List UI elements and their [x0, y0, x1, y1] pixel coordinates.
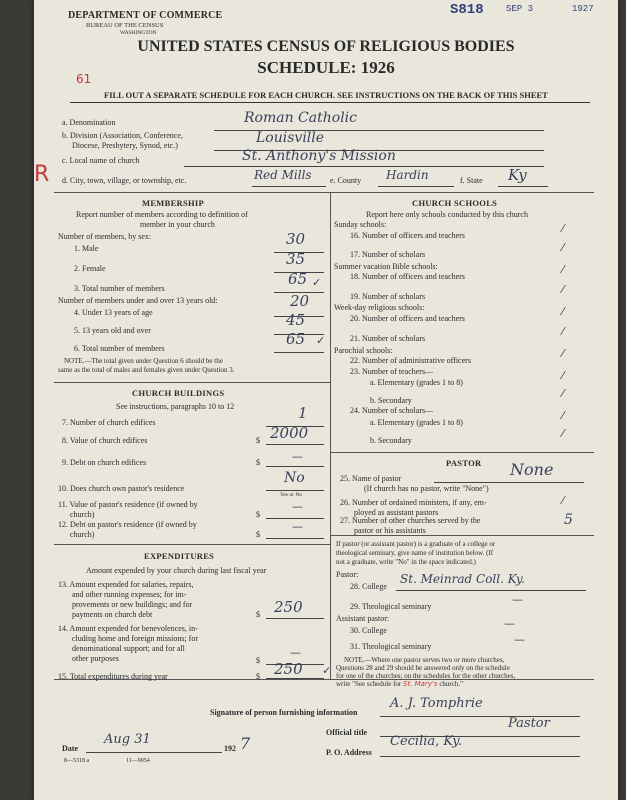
q19-label: 19. Number of scholars: [350, 292, 426, 301]
q10-line: [266, 490, 324, 491]
q12-line: [266, 538, 324, 539]
q13-label-1: 13. Amount expended for salaries, repairs,: [58, 580, 194, 589]
q15-line: [266, 678, 324, 679]
q11-dollar: $: [256, 510, 260, 519]
pastor-rule: [330, 452, 594, 453]
q16-label: 16. Number of officers and teachers: [350, 231, 465, 240]
division-label-1: b. Division (Association, Conference,: [62, 131, 183, 140]
q25-line: [434, 482, 584, 483]
q8-label: 8. Value of church edifices: [62, 436, 148, 445]
membership-note-2: same as the total of males and females given under Question 3.: [58, 366, 235, 374]
po-address-label: P. O. Address: [326, 748, 372, 757]
q12-label-1: 12. Debt on pastor's residence (if owned by: [58, 520, 197, 529]
q24a-check: ⁄: [562, 409, 564, 422]
q15-label: 15. Total expenditures during year: [58, 672, 168, 681]
date-value: Aug 31: [104, 732, 151, 747]
q25-value: None: [510, 460, 554, 479]
q5-over-value: 45: [286, 311, 306, 329]
q9-label: 9. Debt on church edifices: [62, 458, 147, 467]
stamp-number: S818: [450, 2, 484, 18]
q18-check: ⁄: [562, 263, 564, 276]
q3-total-label: 3. Total number of members: [74, 284, 165, 293]
q31-label: 31. Theological seminary: [350, 642, 432, 651]
signature-label: Signature of person furnishing information: [210, 708, 358, 717]
graduate-rule: [330, 535, 594, 536]
department-heading: DEPARTMENT OF COMMERCE: [68, 10, 223, 21]
graduate-instruction-3: not a graduate, write "No" in the space indicated.): [336, 558, 476, 566]
q27-label-1: 27. Number of other churches served by the: [340, 516, 481, 525]
q23a-check: ⁄: [562, 369, 564, 382]
q10-value: No: [284, 470, 305, 486]
graduate-instruction-2: theological seminary, give name of institution below. (If: [336, 549, 494, 557]
pastor-note-4-fill: St. Mary's: [403, 680, 438, 688]
q23a-label: a. Elementary (grades 1 to 8): [370, 378, 463, 387]
q18-label: 18. Number of officers and teachers: [350, 272, 465, 281]
q11-line: [266, 518, 324, 519]
q8-dollar: $: [256, 436, 260, 445]
q21-label: 21. Number of scholars: [350, 334, 426, 343]
pastor-note-4: [336, 680, 463, 688]
official-title-value: Pastor: [508, 716, 550, 731]
q12-dollar: $: [256, 530, 260, 539]
q13-label-3: provements or new buildings; and for: [72, 600, 193, 609]
q29-label: 29. Theological seminary: [350, 602, 432, 611]
q15-value: 250: [274, 660, 303, 678]
membership-heading: MEMBERSHIP: [142, 198, 205, 208]
q10-label: 10. Does church own pastor's residence: [58, 484, 185, 493]
q3-total-value: 65: [288, 270, 308, 288]
q9-line: [266, 466, 324, 467]
state-line: [498, 186, 548, 187]
buildings-heading: CHURCH BUILDINGS: [132, 388, 225, 398]
pastor-note-1: NOTE.—Where one pastor serves two or more churches,: [344, 656, 505, 664]
denomination-value: Roman Catholic: [244, 110, 357, 126]
form-title: UNITED STATES CENSUS OF RELIGIOUS BODIES: [137, 38, 515, 55]
q22-check: ⁄: [562, 347, 564, 360]
q31-dash-mark: —: [514, 633, 525, 646]
church-name-label: c. Local name of church: [62, 156, 140, 165]
q15-dollar: $: [256, 672, 260, 681]
q9-dollar: $: [256, 458, 260, 467]
red-letter-mark: R: [34, 162, 50, 187]
signature-value: A. J. Tomphrie: [390, 696, 483, 711]
washington-heading: WASHINGTON: [120, 30, 157, 36]
stamp-year: 1927: [572, 4, 594, 14]
q1-male-label: 1. Male: [74, 244, 99, 253]
city-line: [252, 186, 326, 187]
q24a-label: a. Elementary (grades 1 to 8): [370, 418, 463, 427]
assistant-pastor-subheading: Assistant pastor:: [336, 614, 390, 623]
q13-line: [266, 618, 324, 619]
q16-check: ⁄: [562, 222, 564, 235]
q24-label: 24. Number of scholars—: [350, 406, 434, 415]
q13-value: 250: [274, 598, 303, 616]
division-value: Louisville: [256, 130, 325, 146]
column-divider: [330, 192, 331, 679]
expenditures-rule: [54, 544, 330, 545]
q20-label: 20. Number of officers and teachers: [350, 314, 465, 323]
q6-line: [274, 352, 324, 353]
q14-label-1: 14. Amount expended for benevolences, in-: [58, 624, 198, 633]
city-value: Red Mills: [254, 168, 312, 182]
q6-check-mark: ✓: [316, 334, 326, 347]
q9-dash-mark: —: [292, 450, 303, 463]
q27-value: 5: [564, 512, 573, 528]
state-value: Ky: [508, 166, 527, 184]
q14-dash-mark: —: [290, 646, 301, 659]
q5-over-label: 5. 13 years old and over: [74, 326, 151, 335]
q23b-label: b. Secondary: [370, 396, 412, 405]
expenditures-heading: EXPENDITURES: [144, 551, 215, 561]
q23-label: 23. Number of teachers—: [350, 367, 434, 376]
buildings-rule: [54, 382, 330, 383]
q28-line: [396, 590, 586, 591]
q15-check-mark: ✓: [322, 664, 332, 677]
section-rule-top: [54, 192, 594, 193]
official-title-label: Official title: [326, 728, 368, 737]
church-name-value: St. Anthony's Mission: [242, 148, 396, 164]
q8-value: 2000: [270, 424, 309, 442]
q11-label-1: 11. Value of pastor's residence (if owned by: [58, 500, 198, 509]
expenditures-intro: Amount expended by your church during last fiscal year: [86, 566, 267, 575]
q8-line: [266, 444, 324, 445]
q26-label-1: 26. Number of ordained ministers, if any, em-: [340, 498, 487, 507]
q3-check-mark: ✓: [312, 276, 322, 289]
yes-no-caption: Yes or No: [280, 492, 303, 498]
county-label: e. County: [330, 176, 362, 185]
city-label: d. City, town, village, or township, etc.: [62, 176, 187, 185]
weekday-schools-label: Week-day religious schools:: [334, 303, 425, 312]
parochial-schools-label: Parochial schools:: [334, 346, 393, 355]
q6-total-value: 65: [286, 330, 306, 348]
q25-sub-label: (If church has no pastor, write "None"): [364, 484, 489, 493]
division-label-2: Diocese, Presbytery, Synod, etc.): [72, 141, 178, 150]
schools-heading: CHURCH SCHOOLS: [412, 198, 498, 208]
county-line: [378, 186, 454, 187]
membership-intro-2: member in your church: [140, 220, 215, 229]
q14-label-2: cluding home and foreign missions; for: [72, 634, 198, 643]
q4-under-value: 20: [290, 292, 310, 310]
q12-label-2: church): [70, 530, 95, 539]
q14-dollar: $: [256, 656, 260, 665]
census-schedule-page: [34, 0, 618, 800]
sunday-schools-label: Sunday schools:: [334, 220, 387, 229]
q24b-check: ⁄: [562, 427, 564, 440]
membership-note-1: NOTE.—The total given under Question 6 should be the: [64, 357, 223, 365]
date-label: Date: [62, 744, 78, 753]
graduate-instruction-1: If pastor (or assistant pastor) is a graduate of a college or: [336, 540, 496, 548]
county-value: Hardin: [386, 168, 429, 182]
q11-dash-mark: —: [292, 500, 303, 513]
year-suffix: 7: [240, 734, 251, 753]
q22-label: 22. Number of administrative officers: [350, 356, 471, 365]
date-line: [86, 752, 222, 753]
instruction-line: FILL OUT A SEPARATE SCHEDULE FOR EACH CHURCH. SEE INSTRUCTIONS ON THE BACK OF THIS SHEET: [104, 90, 548, 100]
q12-dash-mark: —: [292, 520, 303, 533]
q13-dollar: $: [256, 610, 260, 619]
under-over-label: Number of members under and over 13 years old:: [58, 296, 218, 305]
state-label: f. State: [460, 176, 483, 185]
church-name-line: [184, 166, 544, 167]
q4-under-label: 4. Under 13 years of age: [74, 308, 153, 317]
po-address-line: [380, 756, 580, 757]
summer-schools-label: Summer vacation Bible schools:: [334, 262, 438, 271]
q13-label-2: and other running expenses; for im-: [72, 590, 187, 599]
pastor-note-2: Questions 28 and 29 should be answered only on the schedule: [336, 664, 510, 672]
header-rule: [70, 102, 590, 103]
q1-male-value: 30: [286, 230, 306, 248]
form-number: 8—5318 a: [64, 758, 90, 764]
q11-label-2: church): [70, 510, 95, 519]
q27-label-2: pastor or his assistants: [354, 526, 426, 535]
denomination-label: a. Denomination: [62, 118, 116, 127]
q28-value: St. Meinrad Coll. Ky.: [400, 572, 525, 586]
q14-label-4: other purposes: [72, 654, 119, 663]
po-address-value: Cecilia, Ky.: [390, 734, 463, 749]
pastor-note-3: for one of the churches; on the schedules for the other churches,: [336, 672, 516, 680]
q21-check: ⁄: [562, 325, 564, 338]
q13-label-4: payments on church debt: [72, 610, 153, 619]
q26-check: ⁄: [562, 494, 564, 507]
bureau-heading: BUREAU OF THE CENSUS: [86, 22, 164, 29]
buildings-intro: See instructions, paragraphs 10 to 12: [116, 402, 235, 411]
members-by-sex-label: Number of members, by sex:: [58, 232, 152, 241]
q17-label: 17. Number of scholars: [350, 250, 426, 259]
q24b-label: b. Secondary: [370, 436, 412, 445]
q17-check: ⁄: [562, 241, 564, 254]
q29-dash-mark: —: [512, 593, 523, 606]
year-prefix: 192: [224, 744, 236, 753]
q7-value: 1: [298, 404, 308, 422]
red-number-mark: 61: [76, 72, 92, 86]
q30-label: 30. College: [350, 626, 387, 635]
q6-total-label: 6. Total number of members: [74, 344, 165, 353]
pastor-note-4-end: church.": [439, 680, 463, 688]
schedule-title: SCHEDULE: 1926: [257, 58, 395, 77]
signature-line: [380, 716, 580, 717]
q20-check: ⁄: [562, 305, 564, 318]
q30-dash-mark: —: [504, 617, 515, 630]
q7-label: 7. Number of church edifices: [62, 418, 156, 427]
stamp-date: SEP 3: [506, 4, 534, 14]
pastor-heading: PASTOR: [446, 458, 482, 468]
print-number: 11—9054: [126, 758, 150, 764]
q2-female-label: 2. Female: [74, 264, 106, 273]
schools-intro: Report here only schools conducted by this church: [366, 210, 528, 219]
q19-check: ⁄: [562, 283, 564, 296]
pastor-note-4-text: write "See schedule for: [336, 680, 402, 688]
membership-intro-1: Report number of members according to definition of: [76, 210, 248, 219]
q14-label-3: denominational support; and for all: [72, 644, 185, 653]
q26-label-2: ployed as assistant pastors: [354, 508, 439, 517]
q2-female-value: 35: [286, 250, 306, 268]
q28-label: 28. College: [350, 582, 387, 591]
pastor-subheading: Pastor:: [336, 570, 359, 579]
q23b-check: ⁄: [562, 387, 564, 400]
q25-label: 25. Name of pastor: [340, 474, 402, 483]
